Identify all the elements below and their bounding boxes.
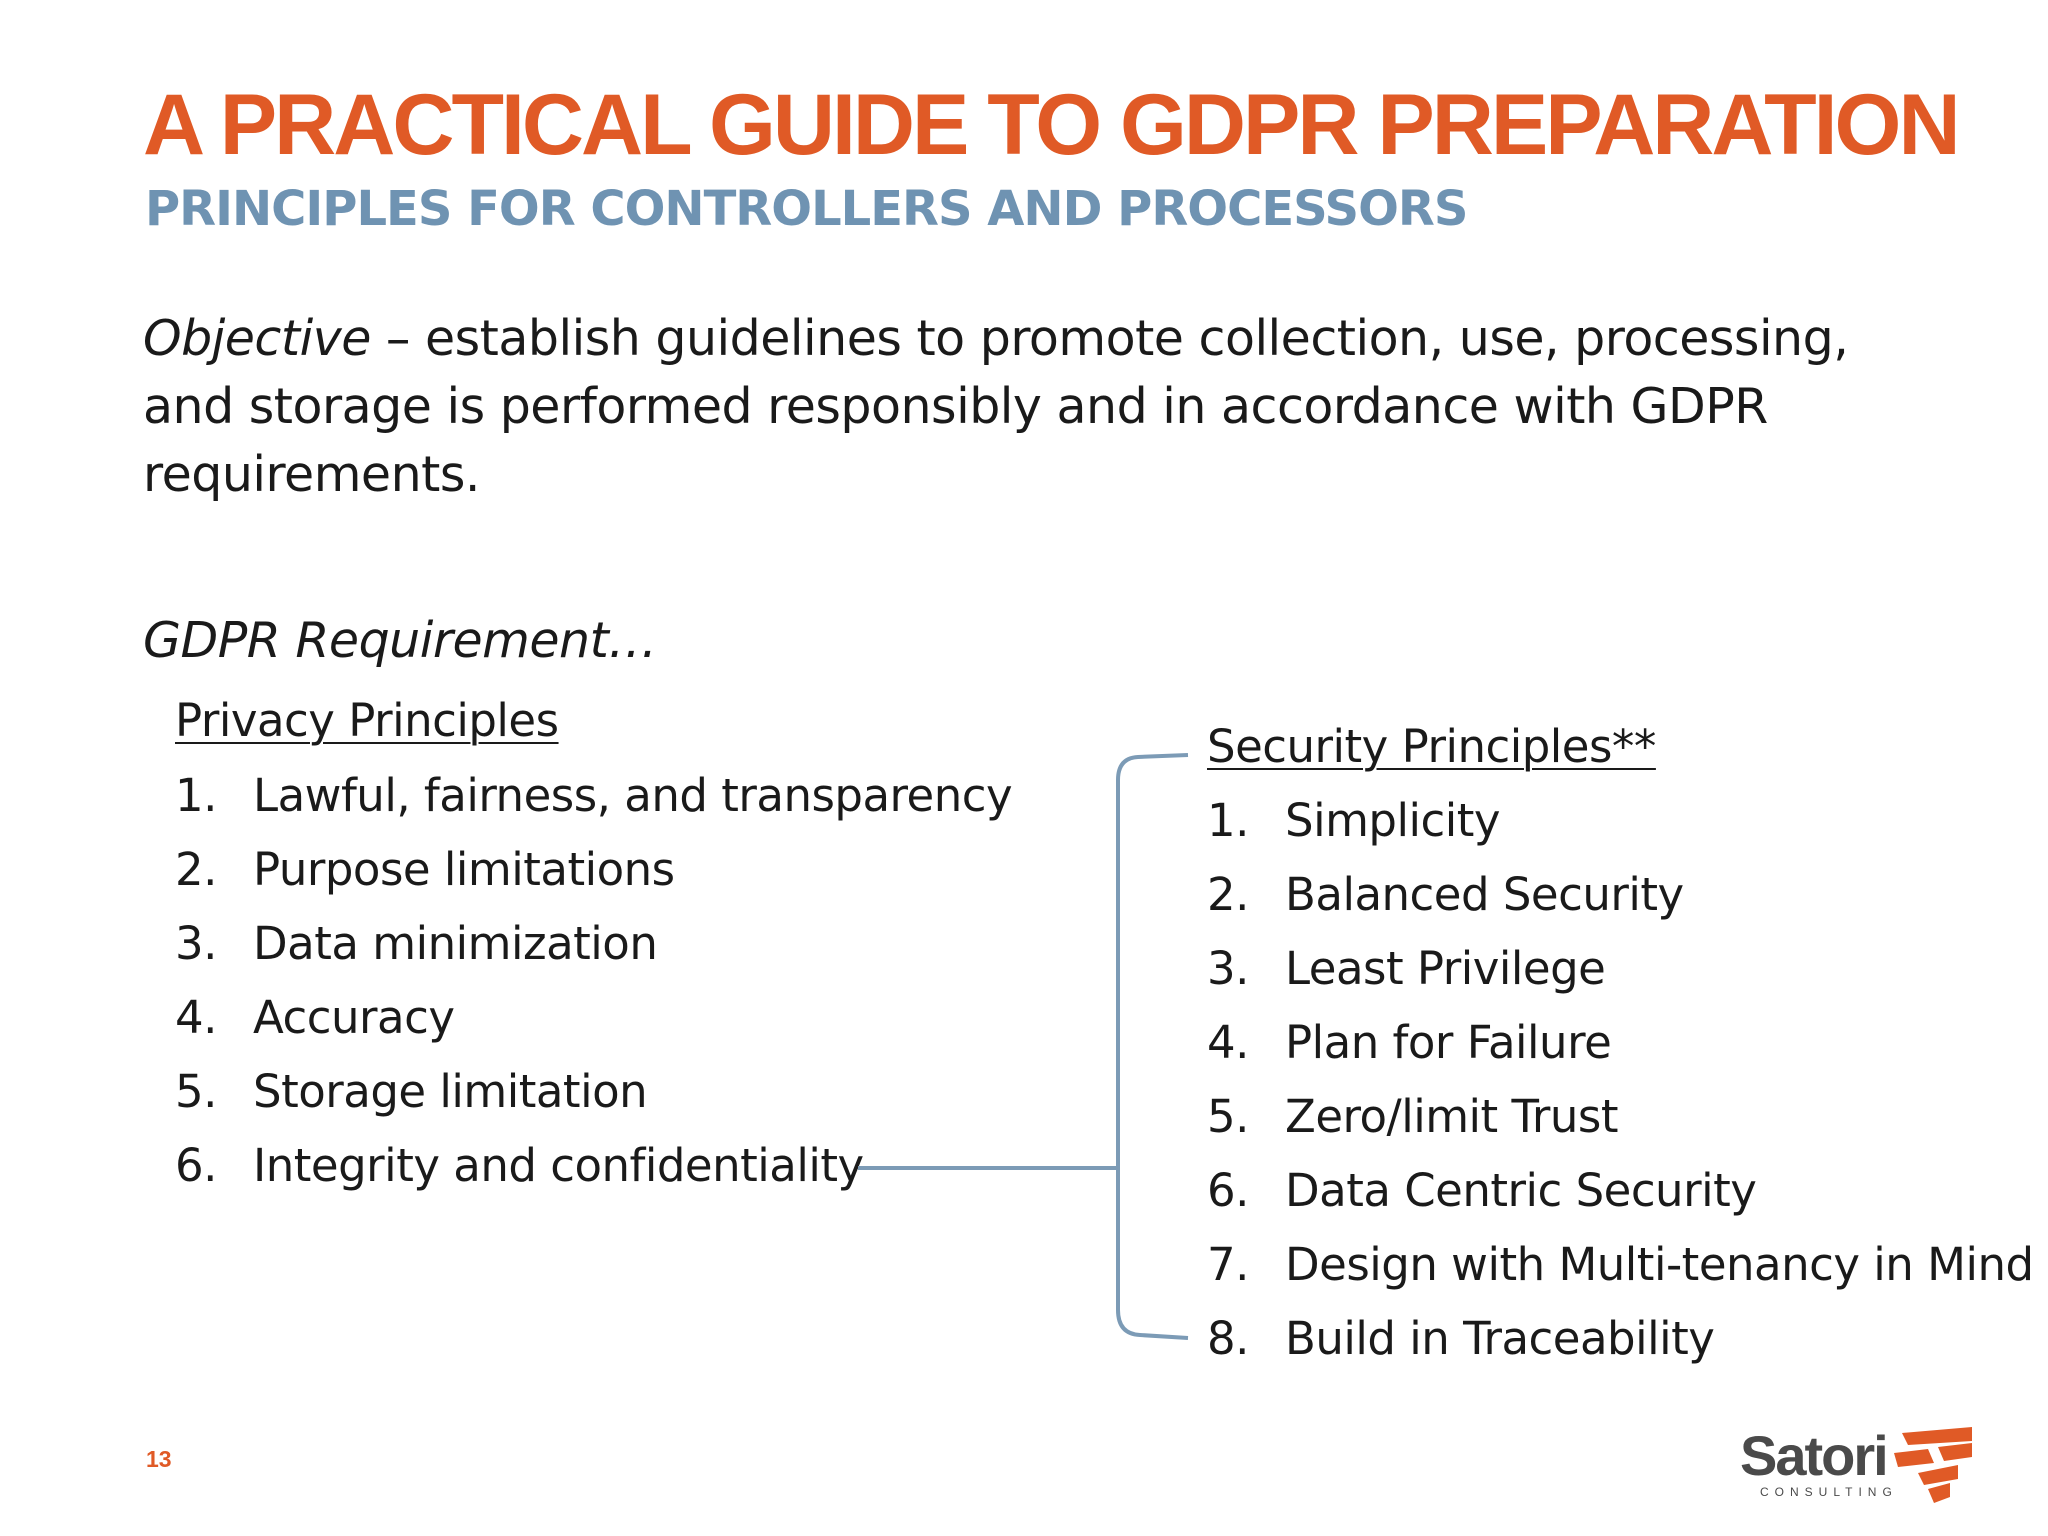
list-item: [1207, 1162, 2034, 1236]
objective-label: Objective: [143, 310, 371, 367]
slide-title: A PRACTICAL GUIDE TO GDPR PREPARATION: [143, 77, 1958, 173]
item-label: Accuracy: [253, 991, 455, 1044]
item-label: Build in Traceability: [1285, 1312, 1715, 1365]
item-number: 8.: [1207, 1312, 1249, 1365]
page-number: 13: [146, 1446, 172, 1472]
item-label: Integrity and confidentiality: [253, 1139, 864, 1192]
list-item: [1207, 1310, 2034, 1384]
item-number: 7.: [1207, 1238, 1249, 1291]
bracket-connector-bracket: [1118, 755, 1188, 1338]
item-label: Balanced Security: [1285, 868, 1684, 921]
gdpr-requirement-heading: GDPR Requirement…: [143, 612, 657, 669]
item-label: Lawful, fairness, and transparency: [253, 769, 1013, 822]
item-number: 6.: [175, 1139, 217, 1192]
item-number: 2.: [1207, 868, 1249, 921]
item-label: Storage limitation: [253, 1065, 648, 1118]
item-label: Simplicity: [1285, 794, 1500, 847]
list-item: [1207, 792, 2034, 866]
item-label: Purpose limitations: [253, 843, 675, 896]
item-number: 3.: [175, 917, 217, 970]
item-label: Zero/limit Trust: [1285, 1090, 1618, 1143]
item-label: Data minimization: [253, 917, 658, 970]
item-number: 4.: [1207, 1016, 1249, 1069]
item-number: 2.: [175, 843, 217, 896]
item-number: 3.: [1207, 942, 1249, 995]
list-item: [1207, 940, 2034, 1014]
item-label: Plan for Failure: [1285, 1016, 1612, 1069]
item-label: Least Privilege: [1285, 942, 1606, 995]
logo-tagline: CONSULTING: [1760, 1485, 1898, 1499]
list-item: [1207, 1236, 2034, 1310]
item-number: 5.: [175, 1065, 217, 1118]
logo-wordmark: Satori: [1740, 1424, 1887, 1487]
objective-line-3: requirements.: [143, 446, 480, 503]
list-item: [1207, 1014, 2034, 1088]
item-number: 1.: [175, 769, 217, 822]
privacy-principles-heading: Privacy Principles: [175, 694, 559, 747]
satori-logo: [1740, 1425, 1980, 1515]
slide-subtitle: PRINCIPLES FOR CONTROLLERS AND PROCESSORS: [145, 181, 1468, 237]
item-number: 6.: [1207, 1164, 1249, 1217]
security-principles-heading: Security Principles**: [1207, 720, 1656, 773]
list-item: [1207, 1088, 2034, 1162]
item-label: Data Centric Security: [1285, 1164, 1757, 1217]
item-number: 4.: [175, 991, 217, 1044]
list-item: [1207, 866, 2034, 940]
item-number: 1.: [1207, 794, 1249, 847]
security-principles-list: [1207, 792, 2034, 1384]
objective-line-1-text: – establish guidelines to promote collection, use, processing,: [370, 310, 1849, 367]
item-label: Design with Multi-tenancy in Mind: [1285, 1238, 2034, 1291]
objective-line-2: and storage is performed responsibly and in accordance with GDPR: [143, 378, 1768, 435]
satori-logo-mark-icon: [1888, 1425, 1978, 1505]
item-number: 5.: [1207, 1090, 1249, 1143]
